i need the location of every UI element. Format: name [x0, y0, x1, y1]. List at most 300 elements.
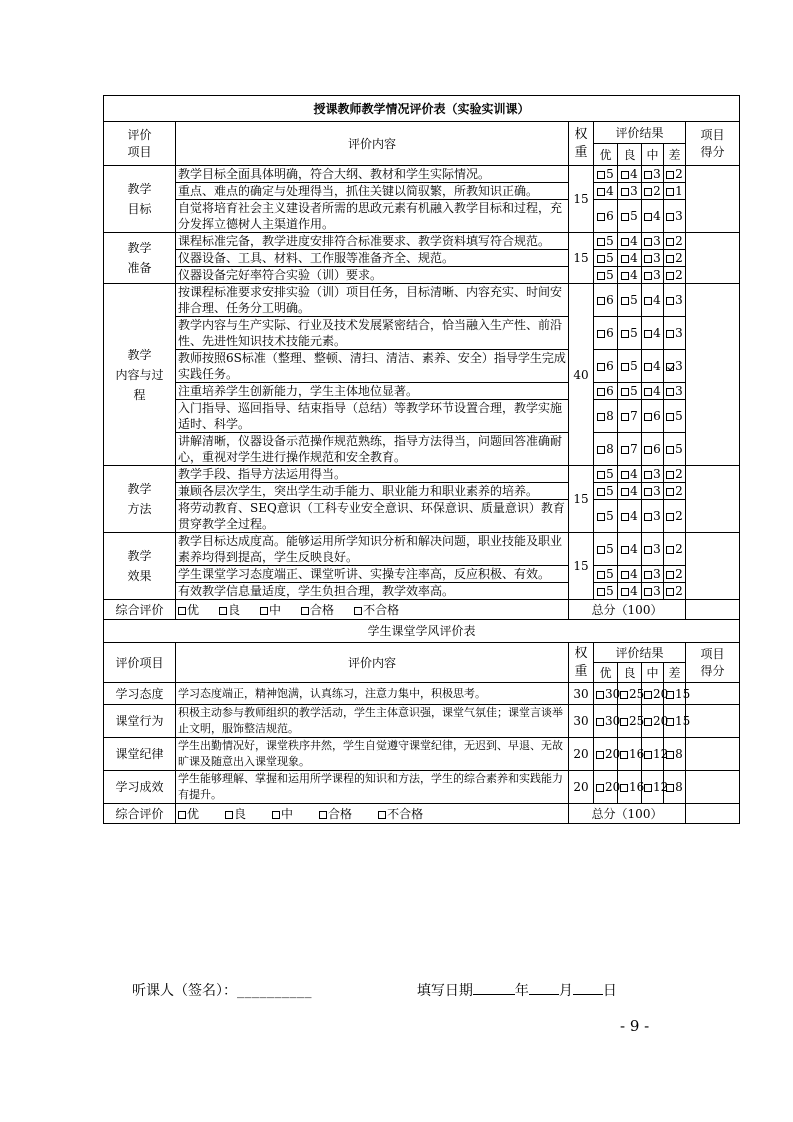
checkbox-icon[interactable]: [644, 255, 652, 263]
header-result: 评价结果: [594, 122, 686, 144]
score-value: 4: [653, 326, 661, 340]
checkbox-icon[interactable]: [666, 571, 674, 579]
score-option[interactable]: [664, 738, 686, 771]
score-option[interactable]: [664, 350, 686, 383]
checkbox-icon[interactable]: [621, 272, 629, 280]
score-option[interactable]: [594, 317, 618, 350]
checkbox-icon[interactable]: [597, 297, 605, 305]
grade-label: 中: [642, 663, 664, 683]
rating-option-label: 良: [228, 602, 241, 617]
checkbox-icon[interactable]: [225, 811, 233, 819]
checkbox-icon[interactable]: [597, 488, 605, 496]
checkbox-icon[interactable]: [644, 513, 652, 521]
checkbox-icon[interactable]: [597, 272, 605, 280]
checkbox-icon[interactable]: [354, 607, 362, 615]
checkbox-icon[interactable]: [644, 751, 652, 759]
criteria-row: [104, 267, 740, 284]
criteria-text: 教学内容与生产实际、行业及技术发展紧密结合，恰当融入生产性、前沿性、先进性知识技术技能元素。: [176, 317, 569, 350]
checkbox-icon[interactable]: [644, 784, 652, 792]
checkbox-icon[interactable]: [644, 691, 652, 699]
score-value: 3: [675, 359, 683, 373]
rating-option-label: 优: [187, 806, 200, 821]
score-value: 2: [675, 234, 683, 248]
score-option[interactable]: [642, 771, 669, 804]
student-criteria-text: 学生出勤情况好，课堂秩序井然，学生自觉遵守课堂纪律，无迟到、早退、无故旷课及随意出入课堂现象。: [176, 738, 569, 771]
checkbox-icon[interactable]: [597, 171, 605, 179]
student-header-weight: 权 重: [569, 643, 594, 683]
score-value: 7: [630, 442, 638, 456]
checkbox-icon[interactable]: [644, 546, 652, 554]
listener-signature-field[interactable]: __________: [237, 983, 312, 999]
student-category: 学习成效: [104, 771, 176, 804]
checkbox-icon[interactable]: [644, 363, 652, 371]
score-option[interactable]: [618, 500, 642, 533]
total-score-field[interactable]: [686, 600, 740, 620]
score-option[interactable]: [664, 500, 686, 533]
score-option[interactable]: [618, 433, 642, 466]
checkbox-icon[interactable]: [621, 413, 629, 421]
checkbox-icon[interactable]: [644, 413, 652, 421]
score-option[interactable]: [594, 566, 618, 583]
score-option[interactable]: [664, 317, 686, 350]
checkbox-icon[interactable]: [621, 546, 629, 554]
score-value: 3: [653, 167, 661, 181]
checkbox-icon[interactable]: [666, 297, 674, 305]
score-value: 3: [653, 542, 661, 556]
rating-option[interactable]: [260, 602, 281, 618]
score-option[interactable]: [594, 583, 618, 600]
page-number: - 9 -: [620, 1017, 650, 1035]
score-value: 5: [606, 567, 614, 581]
score-value: 1: [675, 184, 683, 198]
score-option[interactable]: [618, 183, 642, 200]
score-value: 20: [605, 747, 621, 761]
project-score-field[interactable]: [686, 466, 740, 533]
score-option[interactable]: [618, 566, 642, 583]
checkbox-icon[interactable]: [260, 607, 268, 615]
score-option[interactable]: [642, 267, 664, 284]
checkbox-icon[interactable]: [620, 784, 628, 792]
score-option[interactable]: [594, 267, 618, 284]
checkbox-icon[interactable]: [620, 718, 628, 726]
rating-option[interactable]: [272, 806, 293, 822]
checkbox-icon[interactable]: [666, 546, 674, 554]
score-option[interactable]: [642, 383, 664, 400]
checkbox-icon[interactable]: [644, 471, 652, 479]
checkbox-icon[interactable]: [666, 238, 674, 246]
checkbox-icon[interactable]: [621, 297, 629, 305]
checkbox-icon[interactable]: [644, 330, 652, 338]
score-option[interactable]: [594, 500, 618, 533]
checkbox-icon[interactable]: [666, 255, 674, 263]
score-option[interactable]: [642, 500, 664, 533]
score-option[interactable]: [664, 200, 686, 233]
score-option[interactable]: [642, 350, 664, 383]
checkbox-icon[interactable]: [178, 607, 186, 615]
score-option[interactable]: [618, 317, 642, 350]
score-value: 4: [630, 167, 638, 181]
checked-box-icon[interactable]: [666, 363, 674, 371]
grade-label: 优: [594, 144, 618, 166]
header-row: [104, 122, 740, 144]
score-value: 2: [675, 484, 683, 498]
score-value: 3: [653, 467, 661, 481]
checkbox-icon[interactable]: [644, 272, 652, 280]
score-option[interactable]: [594, 383, 618, 400]
score-option[interactable]: [642, 233, 664, 250]
student-criteria-row: [104, 683, 740, 705]
score-option[interactable]: [664, 533, 686, 566]
score-value: 3: [653, 509, 661, 523]
checkbox-icon[interactable]: [597, 446, 605, 454]
score-value: 5: [606, 484, 614, 498]
checkbox-icon[interactable]: [597, 188, 605, 196]
checkbox-icon[interactable]: [596, 718, 604, 726]
checkbox-icon[interactable]: [621, 171, 629, 179]
score-value: 4: [630, 251, 638, 265]
score-option[interactable]: [618, 233, 642, 250]
score-value: 8: [675, 747, 683, 761]
score-option[interactable]: [618, 683, 645, 705]
checkbox-icon[interactable]: [597, 238, 605, 246]
score-option[interactable]: [594, 466, 618, 483]
score-option[interactable]: [618, 200, 642, 233]
score-option[interactable]: [642, 317, 664, 350]
checkbox-icon[interactable]: [621, 363, 629, 371]
rating-option-label: 良: [234, 806, 247, 821]
score-option[interactable]: [618, 400, 642, 433]
checkbox-icon[interactable]: [666, 488, 674, 496]
project-score-field[interactable]: [686, 705, 740, 738]
score-option[interactable]: [594, 233, 618, 250]
score-option[interactable]: [594, 771, 621, 804]
score-value: 5: [630, 326, 638, 340]
category-1: 教学 目标: [104, 166, 176, 233]
score-option[interactable]: [618, 738, 645, 771]
score-value: 4: [630, 484, 638, 498]
score-value: 4: [653, 359, 661, 373]
student-header-item: 评价项目: [104, 643, 176, 683]
score-value: 5: [606, 234, 614, 248]
checkbox-icon[interactable]: [596, 691, 604, 699]
score-option[interactable]: [664, 566, 686, 583]
criteria-text: 教学手段、指导方法运用得当。: [176, 466, 569, 483]
score-option[interactable]: [642, 183, 664, 200]
checkbox-icon[interactable]: [597, 546, 605, 554]
checkbox-icon[interactable]: [597, 513, 605, 521]
checkbox-icon[interactable]: [597, 363, 605, 371]
checkbox-icon[interactable]: [621, 588, 629, 596]
checkbox-icon[interactable]: [666, 588, 674, 596]
score-option[interactable]: [664, 233, 686, 250]
checkbox-icon[interactable]: [666, 751, 674, 759]
score-option[interactable]: [618, 284, 642, 317]
checkbox-icon[interactable]: [597, 571, 605, 579]
checkbox-icon[interactable]: [621, 213, 629, 221]
rating-option[interactable]: [301, 602, 334, 618]
score-value: 4: [630, 509, 638, 523]
checkbox-icon[interactable]: [644, 571, 652, 579]
evaluation-form: [103, 95, 740, 824]
checkbox-icon[interactable]: [597, 588, 605, 596]
project-score-field[interactable]: [686, 771, 740, 804]
grade-label: 差: [664, 663, 686, 683]
checkbox-icon[interactable]: [219, 607, 227, 615]
checkbox-icon[interactable]: [644, 171, 652, 179]
score-option[interactable]: [594, 250, 618, 267]
checkbox-icon[interactable]: [666, 513, 674, 521]
rating-option[interactable]: [219, 602, 240, 618]
score-option[interactable]: [594, 683, 621, 705]
total-score-field[interactable]: [686, 804, 740, 824]
header-weight: 权 重: [569, 122, 594, 166]
score-option[interactable]: [618, 166, 642, 183]
score-value: 25: [629, 714, 645, 728]
checkbox-icon[interactable]: [644, 588, 652, 596]
rating-option[interactable]: [319, 806, 352, 822]
rating-option-label: 中: [281, 806, 294, 821]
score-value: 2: [675, 567, 683, 581]
date-label: 填写日期: [416, 983, 473, 999]
score-option[interactable]: [664, 433, 686, 466]
score-option[interactable]: [642, 583, 664, 600]
checkbox-icon[interactable]: [597, 413, 605, 421]
title-row: [104, 96, 740, 122]
score-option[interactable]: [594, 166, 618, 183]
checkbox-icon[interactable]: [666, 171, 674, 179]
checkbox-icon[interactable]: [666, 691, 674, 699]
score-value: 5: [606, 467, 614, 481]
score-value: 4: [606, 184, 614, 198]
checkbox-icon[interactable]: [621, 330, 629, 338]
criteria-row: [104, 350, 740, 383]
score-option[interactable]: [642, 284, 664, 317]
score-value: 3: [653, 584, 661, 598]
score-option[interactable]: [642, 466, 664, 483]
criteria-row: [104, 583, 740, 600]
score-option[interactable]: [642, 433, 664, 466]
score-value: 2: [675, 268, 683, 282]
header-content: 评价内容: [176, 122, 569, 166]
project-score-field[interactable]: [686, 166, 740, 233]
score-option[interactable]: [664, 250, 686, 267]
checkbox-icon[interactable]: [666, 718, 674, 726]
score-option[interactable]: [594, 183, 618, 200]
checkbox-icon[interactable]: [666, 784, 674, 792]
day-field[interactable]: [573, 980, 603, 995]
category-5: 教学 效果: [104, 533, 176, 600]
score-value: 3: [675, 209, 683, 223]
checkbox-icon[interactable]: [597, 213, 605, 221]
score-value: 15: [675, 686, 691, 701]
score-option[interactable]: [618, 771, 645, 804]
score-option[interactable]: [594, 200, 618, 233]
score-option[interactable]: [664, 183, 686, 200]
score-value: 7: [630, 409, 638, 423]
score-option[interactable]: [642, 705, 669, 738]
score-option[interactable]: [594, 738, 621, 771]
checkbox-icon[interactable]: [644, 297, 652, 305]
student-table-title: 学生课堂学风评价表: [104, 620, 740, 643]
score-value: 6: [606, 384, 614, 398]
checkbox-icon[interactable]: [666, 471, 674, 479]
score-option[interactable]: [642, 566, 664, 583]
score-option[interactable]: [664, 383, 686, 400]
rating-options: [176, 804, 569, 824]
rating-option[interactable]: [225, 806, 246, 822]
score-option[interactable]: [618, 466, 642, 483]
score-value: 6: [606, 209, 614, 223]
score-value: 5: [606, 509, 614, 523]
checkbox-icon[interactable]: [644, 446, 652, 454]
checkbox-icon[interactable]: [666, 272, 674, 280]
checkbox-icon[interactable]: [666, 188, 674, 196]
checkbox-icon[interactable]: [301, 607, 309, 615]
score-value: 2: [653, 184, 661, 198]
checkbox-icon[interactable]: [621, 471, 629, 479]
score-option[interactable]: [618, 250, 642, 267]
checkbox-icon[interactable]: [644, 488, 652, 496]
criteria-text: 兼顾各层次学生，突出学生动手能力、职业能力和职业素养的培养。: [176, 483, 569, 500]
checkbox-icon[interactable]: [378, 811, 386, 819]
score-option[interactable]: [618, 483, 642, 500]
score-option[interactable]: [618, 383, 642, 400]
checkbox-icon[interactable]: [597, 471, 605, 479]
score-option[interactable]: [594, 483, 618, 500]
score-option[interactable]: [664, 583, 686, 600]
score-option[interactable]: [642, 738, 669, 771]
checkbox-icon[interactable]: [597, 388, 605, 396]
score-value: 5: [606, 268, 614, 282]
month-field[interactable]: [529, 980, 559, 995]
criteria-text: 仪器设备完好率符合实验（训）要求。: [176, 267, 569, 284]
score-option[interactable]: [642, 166, 664, 183]
checkbox-icon[interactable]: [621, 446, 629, 454]
checkbox-icon[interactable]: [666, 413, 674, 421]
checkbox-icon[interactable]: [178, 811, 186, 819]
student-criteria-text: 学生能够理解、掌握和运用所学课程的知识和方法，学生的综合素养和实践能力有提升。: [176, 771, 569, 804]
score-value: 16: [629, 780, 645, 794]
score-value: 20: [605, 780, 621, 794]
rating-option[interactable]: [178, 602, 199, 618]
score-option[interactable]: [664, 400, 686, 433]
checkbox-icon[interactable]: [644, 388, 652, 396]
criteria-text: 讲解清晰，仪器设备示范操作规范熟练，指导方法得当，问题回答准确耐心，重视对学生进行操作规范和安全教育。: [176, 433, 569, 466]
rating-option[interactable]: [378, 806, 423, 822]
score-option[interactable]: [642, 683, 669, 705]
student-weight: 30: [569, 705, 594, 738]
criteria-row: [104, 566, 740, 583]
checkbox-icon[interactable]: [621, 513, 629, 521]
student-criteria-text: 积极主动参与教师组织的教学活动，学生主体意识强，课堂气氛佳；课堂言谈举止文明，服饰整洁规范。: [176, 705, 569, 738]
score-option[interactable]: [594, 433, 618, 466]
score-value: 4: [630, 542, 638, 556]
score-value: 4: [630, 234, 638, 248]
score-option[interactable]: [642, 483, 664, 500]
score-option[interactable]: [618, 350, 642, 383]
project-score-field[interactable]: [686, 533, 740, 600]
rating-option[interactable]: [178, 806, 199, 822]
checkbox-icon[interactable]: [597, 330, 605, 338]
criteria-text: 注重培养学生创新能力，学生主体地位显著。: [176, 383, 569, 400]
header-score: 项目 得分: [686, 122, 740, 166]
score-option[interactable]: [618, 533, 642, 566]
score-option[interactable]: [594, 350, 618, 383]
score-option[interactable]: [594, 284, 618, 317]
rating-option[interactable]: [354, 602, 399, 618]
score-value: 3: [653, 567, 661, 581]
score-option[interactable]: [664, 267, 686, 284]
checkbox-icon[interactable]: [644, 188, 652, 196]
score-value: 5: [630, 359, 638, 373]
category-weight: 15: [569, 166, 594, 233]
checkbox-icon[interactable]: [620, 751, 628, 759]
score-value: 4: [630, 567, 638, 581]
checkbox-icon[interactable]: [596, 751, 604, 759]
project-score-field[interactable]: [686, 233, 740, 284]
score-option[interactable]: [618, 267, 642, 284]
checkbox-icon[interactable]: [621, 488, 629, 496]
score-option[interactable]: [594, 705, 621, 738]
checkbox-icon[interactable]: [596, 784, 604, 792]
summary-row: [104, 600, 740, 620]
checkbox-icon[interactable]: [272, 811, 280, 819]
score-option[interactable]: [642, 250, 664, 267]
project-score-field[interactable]: [686, 284, 740, 466]
score-value: 30: [605, 686, 621, 701]
checkbox-icon[interactable]: [620, 691, 628, 699]
checkbox-icon[interactable]: [597, 255, 605, 263]
score-value: 25: [629, 686, 645, 701]
checkbox-icon[interactable]: [644, 238, 652, 246]
year-field[interactable]: [473, 980, 515, 995]
score-option[interactable]: [594, 533, 618, 566]
score-option[interactable]: [664, 771, 686, 804]
score-value: 2: [675, 542, 683, 556]
checkbox-icon[interactable]: [666, 388, 674, 396]
score-option[interactable]: [642, 533, 664, 566]
checkbox-icon[interactable]: [621, 571, 629, 579]
score-option[interactable]: [618, 583, 642, 600]
rating-option-label: 合格: [328, 806, 353, 821]
score-option[interactable]: [594, 400, 618, 433]
checkbox-icon[interactable]: [666, 330, 674, 338]
project-score-field[interactable]: [686, 683, 740, 705]
criteria-row: [104, 433, 740, 466]
checkbox-icon[interactable]: [644, 213, 652, 221]
score-option[interactable]: [664, 683, 691, 705]
score-option[interactable]: [664, 284, 686, 317]
checkbox-icon[interactable]: [319, 811, 327, 819]
score-option[interactable]: [664, 483, 686, 500]
score-option[interactable]: [642, 400, 664, 433]
score-option[interactable]: [642, 200, 664, 233]
checkbox-icon[interactable]: [666, 213, 674, 221]
score-option[interactable]: [664, 466, 686, 483]
project-score-field[interactable]: [686, 738, 740, 771]
checkbox-icon[interactable]: [621, 188, 629, 196]
score-value: 16: [629, 747, 645, 761]
checkbox-icon[interactable]: [644, 718, 652, 726]
score-option[interactable]: [618, 705, 645, 738]
score-option[interactable]: [664, 705, 691, 738]
checkbox-icon[interactable]: [621, 388, 629, 396]
checkbox-icon[interactable]: [621, 238, 629, 246]
score-value: 3: [630, 184, 638, 198]
score-option[interactable]: [664, 166, 686, 183]
checkbox-icon[interactable]: [621, 255, 629, 263]
checkbox-icon[interactable]: [666, 446, 674, 454]
